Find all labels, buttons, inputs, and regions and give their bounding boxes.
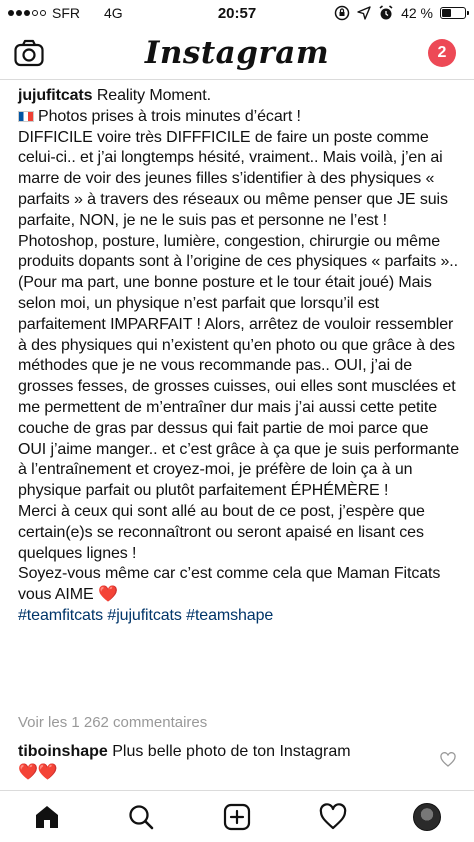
activity-heart-icon (319, 803, 347, 831)
profile-avatar (413, 803, 441, 831)
caption-photos-note: Photos prises à trois minutes d’écart ! (38, 107, 301, 125)
add-post-icon (223, 803, 251, 831)
status-bar (0, 0, 474, 26)
carrier-name: SFR (52, 5, 80, 21)
location-icon (357, 6, 371, 20)
alarm-icon (378, 5, 394, 21)
comment-text: Plus belle photo de ton Instagram (107, 743, 351, 760)
post-caption (18, 86, 460, 627)
battery-icon (440, 7, 466, 19)
nav-search[interactable] (124, 800, 158, 834)
status-right (334, 5, 466, 21)
caption-line-title (18, 86, 460, 107)
nav-add-post[interactable] (220, 800, 254, 834)
notification-badge[interactable]: 2 (428, 39, 456, 67)
nav-home[interactable] (30, 800, 64, 834)
comment-item (18, 742, 438, 784)
rotation-lock-icon (334, 5, 350, 21)
bottom-nav (0, 790, 474, 842)
post-username[interactable]: jujufitcats (18, 87, 93, 104)
caption-closing-text: Soyez-vous même car c’est comme cela que Maman Fitcats vous AIME (18, 565, 441, 604)
heart-emoji: ❤️ (97, 586, 118, 604)
view-comments-link[interactable]: Voir les 1 262 commentaires (18, 714, 208, 731)
caption-body: DIFFICILE voire très DIFFFICILE de faire un poste comme celui-ci.. et j’ai longtemps hésité, vraiment.. Mais voilà, j’en ai marre de voir des jeunes filles s’identifier à des physiques « parfaits » à travers des réseaux ou même penser que JE suis parfaite, NON, je ne le suis pas et personne ne l’est ! Photoshop, posture, lumière, congestion, chirurgie ou même produits dopants sont à l’origine de ces physiques « parfaits ».. (Pour ma part, une bonne posture et le tour était joué) Mais selon moi, un physique n’est parfait que lorsqu’il est parfaitement IMPARFAIT ! Alors, arrêtez de vouloir ressembler à des physiques qui n’existent qu’en photo ou que grâce à des méthodes que je ne vous recommande pas.. OUI, j’ai de grosses fesses, de grosses cuisses, oui elles sont musclées et me permettent de m’entraîner dur mais j’ai aussi cette petite couche de gras par dessus qui fait partie de moi parce que OUI j’aime manger.. et c’est grâce à ça que je suis performante à l’entraînement et croyez-moi, je préfère de loin ça à un physique parfait ou plutôt parfaitement ÉPHÉMÈRE ! (18, 128, 460, 500)
app-title: Instagram (144, 35, 330, 71)
home-icon (33, 803, 61, 831)
battery-percent: 42 % (401, 5, 433, 21)
france-flag-icon (18, 111, 34, 122)
caption-line-flag (18, 107, 460, 128)
search-icon (127, 803, 155, 831)
caption-hashtags[interactable]: #teamfitcats #jujufitcats #teamshape (18, 606, 274, 624)
caption-thanks: Merci à ceux qui sont allé au bout de ce post, j’espère que certain(e)s se reconnaîtront ou seront apaisé en lisant ces quelques lignes ! (18, 502, 425, 562)
battery-fill (442, 9, 451, 17)
comment-hearts: ❤️❤️ (18, 763, 58, 781)
nav-activity[interactable] (316, 800, 350, 834)
app-header (0, 26, 474, 80)
comment-username[interactable]: tiboinshape (18, 743, 108, 760)
caption-title: Reality Moment. (92, 87, 211, 104)
status-time: 20:57 (217, 5, 257, 22)
network-type: 4G (104, 5, 123, 21)
nav-profile[interactable] (410, 800, 444, 834)
heart-outline-icon[interactable] (440, 752, 456, 768)
caption-closing (18, 564, 460, 606)
